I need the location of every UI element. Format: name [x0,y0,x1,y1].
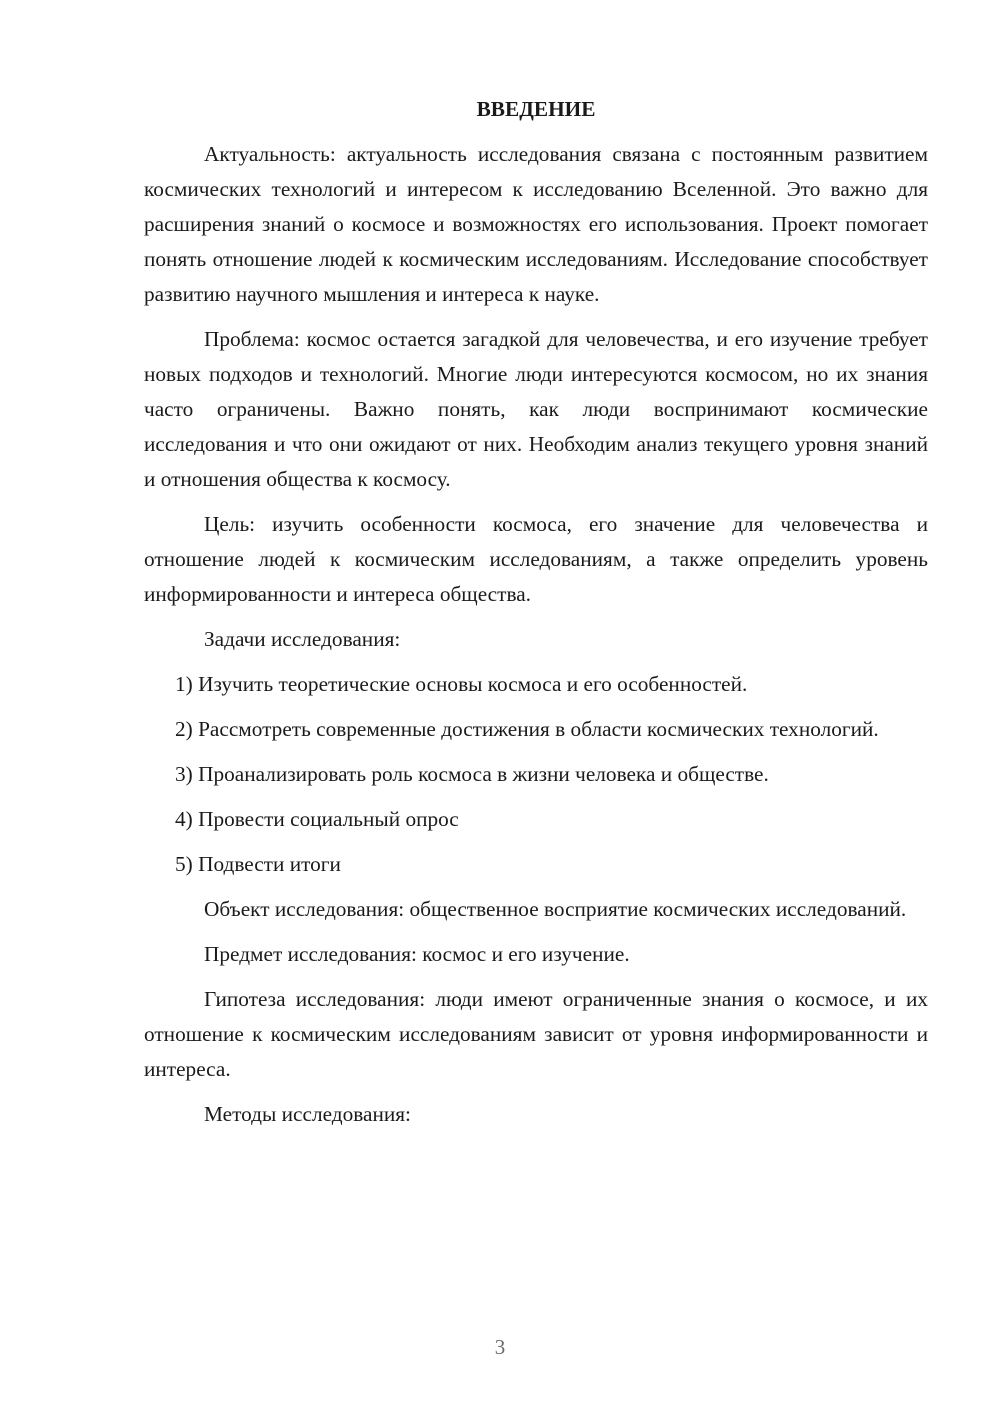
tasks-title: Задачи исследования: [204,627,401,651]
task-item-4: 4) Провести социальный опрос [175,807,459,831]
problem-paragraph: Проблема: космос остается загадкой для человечества, и его изучение требует новых подходов и технологий. Многие люди интересуются космосом, но их знания часто ограничены. Важно понять, как люди воспринимают космические исследования и что они ожидают от них. Необходим анализ текущего уровня знаний и отношения общества к космосу. [144,327,928,491]
task-item-5: 5) Подвести итоги [175,852,341,876]
section-heading: ВВЕДЕНИЕ [476,97,596,121]
task-item-1: 1) Изучить теоретические основы космоса и его особенностей. [175,672,748,696]
relevance-paragraph: Актуальность: актуальность исследования связана с постоянным развитием космических технологий и интересом к исследованию Вселенной. Это важно для расширения знаний о космосе и возможностях его использования. Проект помогает понять отношение людей к космическим исследованиям. Исследование способствует развитию научного мышления и интереса к науке. [144,142,928,306]
task-item-3: 3) Проанализировать роль космоса в жизни человека и обществе. [175,762,769,786]
page-number: 3 [494,1335,506,1359]
subject-paragraph: Предмет исследования: космос и его изучение. [204,942,630,966]
methods-title: Методы исследования: [204,1102,411,1126]
task-item-2: 2) Рассмотреть современные достижения в области космических технологий. [175,717,879,741]
hypothesis-paragraph: Гипотеза исследования: люди имеют ограниченные знания о космосе, и их отношение к космическим исследованиям зависит от уровня информированности и интереса. [144,987,928,1081]
object-paragraph: Объект исследования: общественное восприятие космических исследований. [204,897,907,921]
goal-paragraph: Цель: изучить особенности космоса, его значение для человечества и отношение людей к космическим исследованиям, а также определить уровень информированности и интереса общества. [144,512,928,606]
page-body [144,92,928,1142]
